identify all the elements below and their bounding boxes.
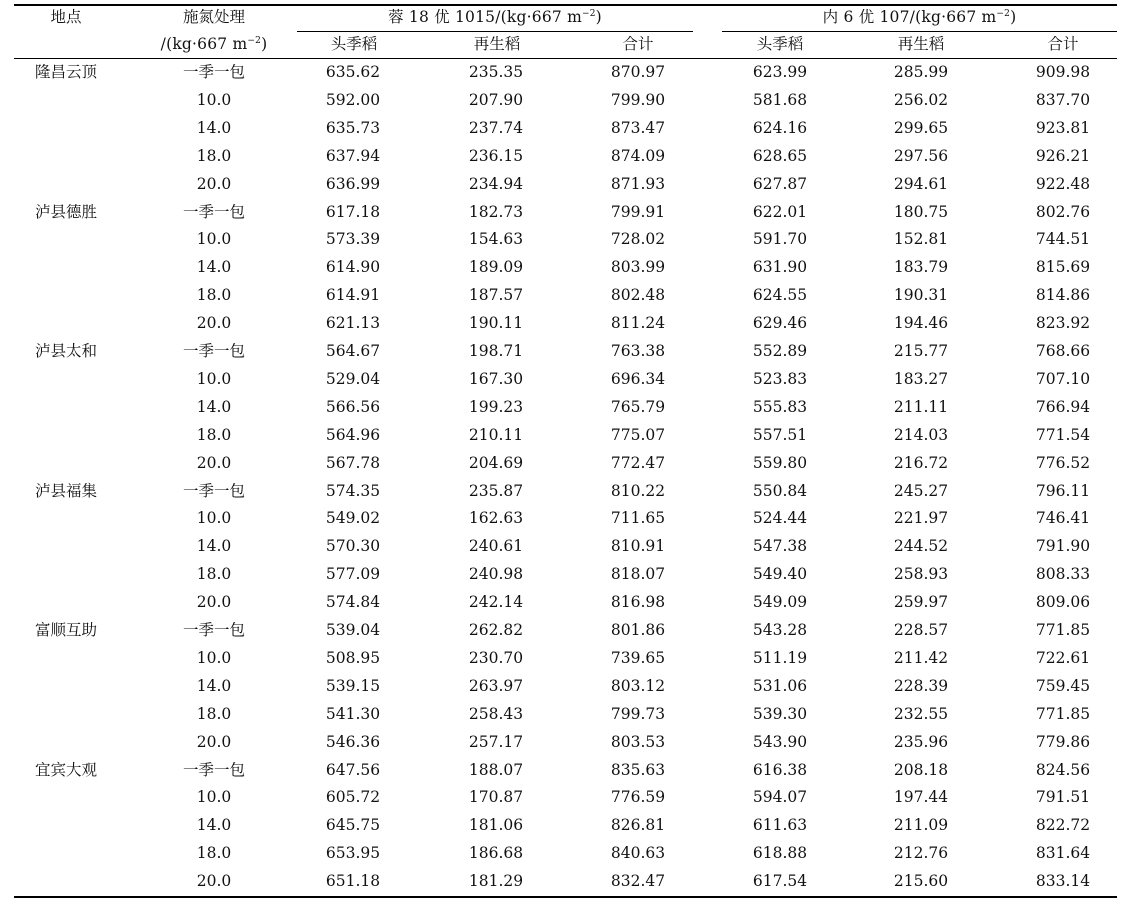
value-cell: 926.21 (1035, 147, 1091, 165)
value-cell: 186.68 (468, 844, 524, 862)
value-cell: 826.81 (610, 816, 666, 834)
value-cell: 557.51 (752, 426, 808, 444)
treatment-cell: 一季一包 (182, 63, 245, 81)
value-cell: 818.07 (610, 565, 666, 583)
value-cell: 651.18 (325, 872, 381, 890)
value-cell: 170.87 (468, 788, 524, 806)
site-cell: 富顺互助 (34, 621, 97, 639)
header-rule (14, 58, 1117, 59)
value-cell: 181.29 (468, 872, 524, 890)
value-cell: 511.19 (752, 649, 808, 667)
value-cell: 297.56 (893, 147, 949, 165)
value-cell: 799.90 (610, 91, 666, 109)
value-cell: 559.80 (752, 454, 808, 472)
value-cell: 566.56 (325, 398, 381, 416)
value-cell: 208.18 (893, 761, 949, 779)
value-cell: 776.52 (1035, 454, 1091, 472)
value-cell: 791.90 (1035, 537, 1091, 555)
treatment-cell: 一季一包 (182, 342, 245, 360)
value-cell: 564.67 (325, 342, 381, 360)
group1-rule (297, 31, 693, 32)
value-cell: 605.72 (325, 788, 381, 806)
value-cell: 611.63 (752, 816, 808, 834)
treatment-cell: 10.0 (196, 230, 232, 248)
value-cell: 822.72 (1035, 816, 1091, 834)
value-cell: 180.75 (893, 203, 949, 221)
value-cell: 791.51 (1035, 788, 1091, 806)
value-cell: 198.71 (468, 342, 524, 360)
value-cell: 181.06 (468, 816, 524, 834)
value-cell: 922.48 (1035, 175, 1091, 193)
value-cell: 631.90 (752, 258, 808, 276)
value-cell: 763.38 (610, 342, 666, 360)
value-cell: 614.91 (325, 286, 381, 304)
treatment-cell: 18.0 (196, 565, 232, 583)
value-cell: 529.04 (325, 370, 381, 388)
value-cell: 870.97 (610, 63, 666, 81)
value-cell: 592.00 (325, 91, 381, 109)
value-cell: 653.95 (325, 844, 381, 862)
value-cell: 771.85 (1035, 621, 1091, 639)
header-treatment: 施氮处理 (182, 8, 245, 26)
value-cell: 221.97 (893, 509, 949, 527)
value-cell: 299.65 (893, 119, 949, 137)
value-cell: 771.85 (1035, 705, 1091, 723)
top-rule (14, 4, 1117, 6)
header-sub-col: 头季稻 (756, 35, 804, 53)
value-cell: 234.94 (468, 175, 524, 193)
value-cell: 628.65 (752, 147, 808, 165)
treatment-cell: 20.0 (196, 175, 232, 193)
value-cell: 258.43 (468, 705, 524, 723)
treatment-cell: 一季一包 (182, 761, 245, 779)
treatment-cell: 14.0 (196, 677, 232, 695)
bottom-rule (14, 896, 1117, 898)
value-cell: 263.97 (468, 677, 524, 695)
value-cell: 531.06 (752, 677, 808, 695)
value-cell: 204.69 (468, 454, 524, 472)
value-cell: 262.82 (468, 621, 524, 639)
value-cell: 744.51 (1035, 230, 1091, 248)
value-cell: 543.28 (752, 621, 808, 639)
value-cell: 837.70 (1035, 91, 1091, 109)
value-cell: 873.47 (610, 119, 666, 137)
value-cell: 581.68 (752, 91, 808, 109)
treatment-cell: 18.0 (196, 844, 232, 862)
value-cell: 803.12 (610, 677, 666, 695)
value-cell: 570.30 (325, 537, 381, 555)
value-cell: 199.23 (468, 398, 524, 416)
value-cell: 564.96 (325, 426, 381, 444)
treatment-cell: 14.0 (196, 258, 232, 276)
yield-table (4, 0, 1119, 903)
value-cell: 154.63 (468, 230, 524, 248)
value-cell: 577.09 (325, 565, 381, 583)
value-cell: 211.11 (893, 398, 949, 416)
treatment-cell: 14.0 (196, 537, 232, 555)
value-cell: 152.81 (893, 230, 949, 248)
value-cell: 909.98 (1035, 63, 1091, 81)
value-cell: 765.79 (610, 398, 666, 416)
value-cell: 257.17 (468, 733, 524, 751)
treatment-cell: 18.0 (196, 286, 232, 304)
treatment-cell: 10.0 (196, 91, 232, 109)
header-treatment-unit: /(kg·667 $m^{-2}$) (160, 35, 268, 53)
value-cell: 645.75 (325, 816, 381, 834)
value-cell: 617.54 (752, 872, 808, 890)
header-group2: 内 6 优 107/(kg·667 $m^{-2}$) (822, 8, 1017, 26)
site-cell: 宜宾大观 (34, 761, 97, 779)
treatment-cell: 10.0 (196, 649, 232, 667)
value-cell: 235.87 (468, 482, 524, 500)
value-cell: 214.03 (893, 426, 949, 444)
value-cell: 237.74 (468, 119, 524, 137)
value-cell: 244.52 (893, 537, 949, 555)
value-cell: 573.39 (325, 230, 381, 248)
value-cell: 722.61 (1035, 649, 1091, 667)
value-cell: 240.98 (468, 565, 524, 583)
value-cell: 539.04 (325, 621, 381, 639)
value-cell: 294.61 (893, 175, 949, 193)
value-cell: 802.48 (610, 286, 666, 304)
treatment-cell: 10.0 (196, 788, 232, 806)
value-cell: 824.56 (1035, 761, 1091, 779)
value-cell: 187.57 (468, 286, 524, 304)
value-cell: 594.07 (752, 788, 808, 806)
treatment-cell: 20.0 (196, 314, 232, 332)
value-cell: 258.93 (893, 565, 949, 583)
value-cell: 835.63 (610, 761, 666, 779)
value-cell: 550.84 (752, 482, 808, 500)
value-cell: 772.47 (610, 454, 666, 472)
value-cell: 814.86 (1035, 286, 1091, 304)
value-cell: 546.36 (325, 733, 381, 751)
value-cell: 728.02 (610, 230, 666, 248)
value-cell: 636.99 (325, 175, 381, 193)
value-cell: 766.94 (1035, 398, 1091, 416)
value-cell: 771.54 (1035, 426, 1091, 444)
value-cell: 182.73 (468, 203, 524, 221)
value-cell: 759.45 (1035, 677, 1091, 695)
value-cell: 547.38 (752, 537, 808, 555)
value-cell: 216.72 (893, 454, 949, 472)
header-sub-col: 再生稻 (897, 35, 945, 53)
value-cell: 194.46 (893, 314, 949, 332)
header-group1: 蓉 18 优 1015/(kg·667 $m^{-2}$) (388, 8, 602, 26)
value-cell: 240.61 (468, 537, 524, 555)
value-cell: 621.13 (325, 314, 381, 332)
treatment-cell: 一季一包 (182, 203, 245, 221)
value-cell: 232.55 (893, 705, 949, 723)
value-cell: 808.33 (1035, 565, 1091, 583)
header-sub-col: 头季稻 (330, 35, 378, 53)
value-cell: 622.01 (752, 203, 808, 221)
value-cell: 524.44 (752, 509, 808, 527)
treatment-cell: 20.0 (196, 733, 232, 751)
value-cell: 624.55 (752, 286, 808, 304)
treatment-cell: 18.0 (196, 705, 232, 723)
value-cell: 815.69 (1035, 258, 1091, 276)
value-cell: 190.31 (893, 286, 949, 304)
value-cell: 623.99 (752, 63, 808, 81)
value-cell: 215.60 (893, 872, 949, 890)
value-cell: 183.27 (893, 370, 949, 388)
value-cell: 167.30 (468, 370, 524, 388)
value-cell: 235.96 (893, 733, 949, 751)
value-cell: 635.73 (325, 119, 381, 137)
value-cell: 923.81 (1035, 119, 1091, 137)
treatment-cell: 18.0 (196, 426, 232, 444)
value-cell: 816.98 (610, 593, 666, 611)
treatment-cell: 14.0 (196, 398, 232, 416)
value-cell: 637.94 (325, 147, 381, 165)
treatment-cell: 一季一包 (182, 621, 245, 639)
value-cell: 629.46 (752, 314, 808, 332)
site-cell: 泸县太和 (34, 342, 97, 360)
value-cell: 236.15 (468, 147, 524, 165)
treatment-cell: 一季一包 (182, 482, 245, 500)
site-cell: 泸县德胜 (34, 203, 97, 221)
value-cell: 617.18 (325, 203, 381, 221)
value-cell: 711.65 (610, 509, 666, 527)
value-cell: 207.90 (468, 91, 524, 109)
value-cell: 543.90 (752, 733, 808, 751)
value-cell: 242.14 (468, 593, 524, 611)
treatment-cell: 14.0 (196, 816, 232, 834)
treatment-cell: 20.0 (196, 454, 232, 472)
value-cell: 624.16 (752, 119, 808, 137)
value-cell: 555.83 (752, 398, 808, 416)
treatment-cell: 18.0 (196, 147, 232, 165)
treatment-cell: 10.0 (196, 370, 232, 388)
value-cell: 235.35 (468, 63, 524, 81)
value-cell: 803.99 (610, 258, 666, 276)
header-sub-col: 再生稻 (473, 35, 521, 53)
value-cell: 618.88 (752, 844, 808, 862)
value-cell: 574.84 (325, 593, 381, 611)
value-cell: 211.09 (893, 816, 949, 834)
value-cell: 796.11 (1035, 482, 1091, 500)
value-cell: 508.95 (325, 649, 381, 667)
value-cell: 832.47 (610, 872, 666, 890)
value-cell: 810.91 (610, 537, 666, 555)
value-cell: 809.06 (1035, 593, 1091, 611)
value-cell: 801.86 (610, 621, 666, 639)
value-cell: 776.59 (610, 788, 666, 806)
value-cell: 802.76 (1035, 203, 1091, 221)
site-cell: 泸县福集 (34, 482, 97, 500)
value-cell: 285.99 (893, 63, 949, 81)
value-cell: 627.87 (752, 175, 808, 193)
value-cell: 616.38 (752, 761, 808, 779)
value-cell: 190.11 (468, 314, 524, 332)
value-cell: 211.42 (893, 649, 949, 667)
value-cell: 162.63 (468, 509, 524, 527)
value-cell: 739.65 (610, 649, 666, 667)
value-cell: 549.40 (752, 565, 808, 583)
treatment-cell: 10.0 (196, 509, 232, 527)
value-cell: 614.90 (325, 258, 381, 276)
value-cell: 197.44 (893, 788, 949, 806)
value-cell: 810.22 (610, 482, 666, 500)
value-cell: 549.02 (325, 509, 381, 527)
value-cell: 215.77 (893, 342, 949, 360)
value-cell: 259.97 (893, 593, 949, 611)
value-cell: 228.39 (893, 677, 949, 695)
value-cell: 245.27 (893, 482, 949, 500)
value-cell: 230.70 (468, 649, 524, 667)
value-cell: 831.64 (1035, 844, 1091, 862)
value-cell: 874.09 (610, 147, 666, 165)
value-cell: 775.07 (610, 426, 666, 444)
value-cell: 707.10 (1035, 370, 1091, 388)
value-cell: 552.89 (752, 342, 808, 360)
value-cell: 871.93 (610, 175, 666, 193)
value-cell: 523.83 (752, 370, 808, 388)
header-sub-col: 合计 (622, 35, 654, 53)
value-cell: 228.57 (893, 621, 949, 639)
value-cell: 635.62 (325, 63, 381, 81)
value-cell: 256.02 (893, 91, 949, 109)
treatment-cell: 20.0 (196, 593, 232, 611)
value-cell: 799.73 (610, 705, 666, 723)
value-cell: 840.63 (610, 844, 666, 862)
value-cell: 567.78 (325, 454, 381, 472)
value-cell: 647.56 (325, 761, 381, 779)
value-cell: 768.66 (1035, 342, 1091, 360)
treatment-cell: 14.0 (196, 119, 232, 137)
treatment-cell: 20.0 (196, 872, 232, 890)
header-sub-col: 合计 (1047, 35, 1079, 53)
value-cell: 549.09 (752, 593, 808, 611)
value-cell: 811.24 (610, 314, 666, 332)
value-cell: 210.11 (468, 426, 524, 444)
value-cell: 591.70 (752, 230, 808, 248)
group2-rule (722, 31, 1117, 32)
value-cell: 696.34 (610, 370, 666, 388)
site-cell: 隆昌云顶 (34, 63, 97, 81)
value-cell: 779.86 (1035, 733, 1091, 751)
value-cell: 833.14 (1035, 872, 1091, 890)
value-cell: 212.76 (893, 844, 949, 862)
value-cell: 539.30 (752, 705, 808, 723)
value-cell: 183.79 (893, 258, 949, 276)
value-cell: 188.07 (468, 761, 524, 779)
value-cell: 803.53 (610, 733, 666, 751)
value-cell: 746.41 (1035, 509, 1091, 527)
value-cell: 541.30 (325, 705, 381, 723)
header-location: 地点 (50, 8, 82, 26)
value-cell: 574.35 (325, 482, 381, 500)
value-cell: 539.15 (325, 677, 381, 695)
value-cell: 189.09 (468, 258, 524, 276)
value-cell: 799.91 (610, 203, 666, 221)
value-cell: 823.92 (1035, 314, 1091, 332)
